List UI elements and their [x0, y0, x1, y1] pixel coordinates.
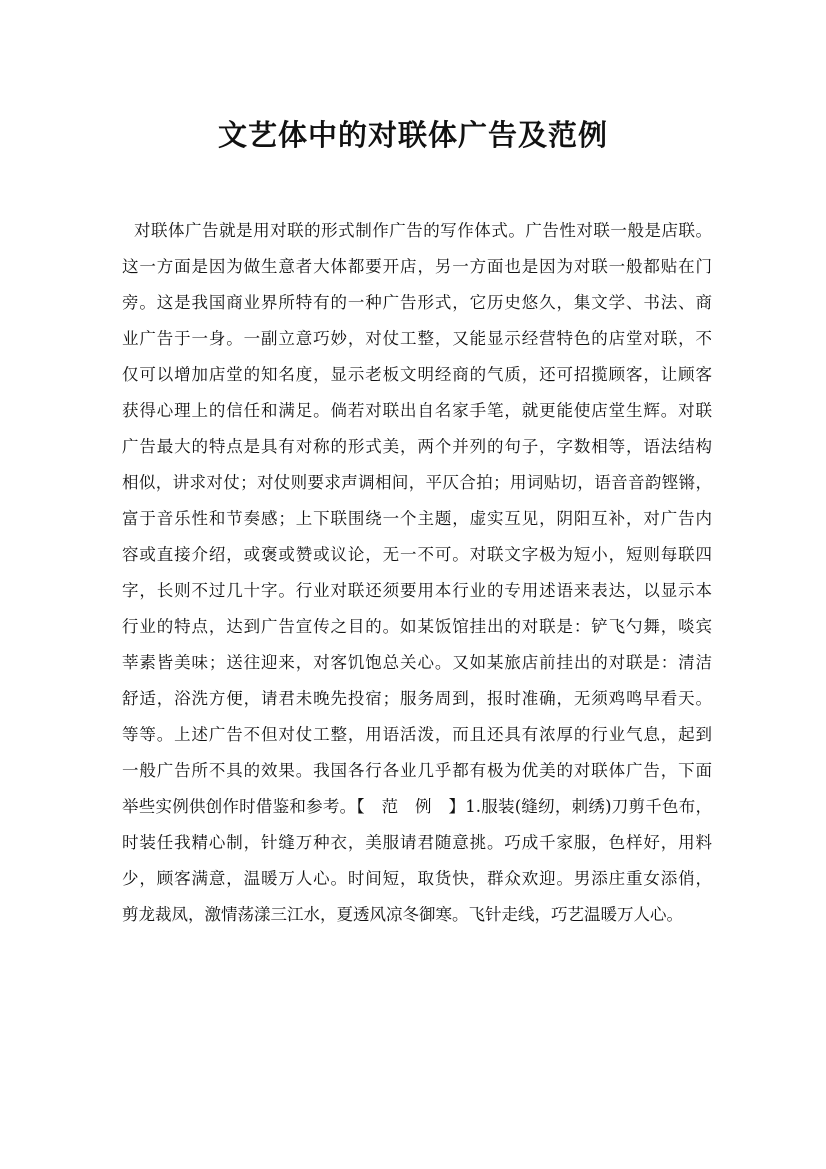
paragraph-line: 业广告于一身。一副立意巧妙，对仗工整，又能显示经营特色的店堂对联，不	[122, 329, 712, 348]
paragraph-line: 对联体广告就是用对联的形式制作广告的写作体式。广告性对联一般是店联。	[134, 221, 712, 240]
paragraph-line: 容或直接介绍，或褒或赞或议论，无一不可。对联文字极为短小，短则每联四	[122, 545, 712, 564]
document-body	[122, 213, 712, 933]
document-title: 文艺体中的对联体广告及范例	[217, 118, 608, 152]
paragraph-line: 莘素皆美味；送往迎来，对客饥饱总关心。又如某旅店前挂出的对联是：清洁	[122, 653, 712, 672]
paragraph-line: 举些实例供创作时借鉴和参考。【 范 例 】1.服装(缝纫，刺绣)刀剪千色布，	[122, 797, 712, 816]
paragraph-line: 字，长则不过几十字。行业对联还须要用本行业的专用述语来表达，以显示本	[122, 581, 712, 600]
paragraph-line: 等等。上述广告不但对仗工整，用语活泼，而且还具有浓厚的行业气息，起到	[122, 725, 712, 744]
paragraph-line: 广告最大的特点是具有对称的形式美，两个并列的句子，字数相等，语法结构	[122, 437, 712, 456]
paragraph-line: 旁。这是我国商业界所特有的一种广告形式，它历史悠久，集文学、书法、商	[122, 293, 712, 312]
paragraph-line: 行业的特点，达到广告宣传之目的。如某饭馆挂出的对联是：铲飞勺舞，啖宾	[122, 617, 712, 636]
paragraph-line: 相似，讲求对仗；对仗则要求声调相间，平仄合拍；用词贴切，语音音韵铿锵，	[122, 473, 712, 492]
paragraph-line: 一般广告所不具的效果。我国各行各业几乎都有极为优美的对联体广告，下面	[122, 761, 712, 780]
paragraph-line: 仅可以增加店堂的知名度，显示老板文明经商的气质，还可招揽顾客，让顾客	[122, 365, 712, 384]
paragraph-line: 获得心理上的信任和满足。倘若对联出自名家手笔，就更能使店堂生辉。对联	[122, 401, 712, 420]
paragraph-line: 这一方面是因为做生意者大体都要开店，另一方面也是因为对联一般都贴在门	[122, 257, 712, 276]
paragraph-line: 剪龙裁凤，激情荡漾三江水，夏透风凉冬御寒。飞针走线，巧艺温暖万人心。	[122, 905, 683, 924]
paragraph-line: 富于音乐性和节奏感；上下联围绕一个主题，虚实互见，阴阳互补，对广告内	[122, 509, 712, 528]
paragraph-line: 少，顾客满意，温暖万人心。时间短，取货快，群众欢迎。男添庄重女添俏，	[122, 869, 712, 888]
paragraph-line: 舒适，浴洗方便，请君未晚先投宿；服务周到，报时准确，无须鸡鸣早看天。	[122, 689, 712, 708]
paragraph-line: 时装任我精心制，针缝万种衣，美服请君随意挑。巧成千家服，色样好，用料	[122, 833, 712, 852]
